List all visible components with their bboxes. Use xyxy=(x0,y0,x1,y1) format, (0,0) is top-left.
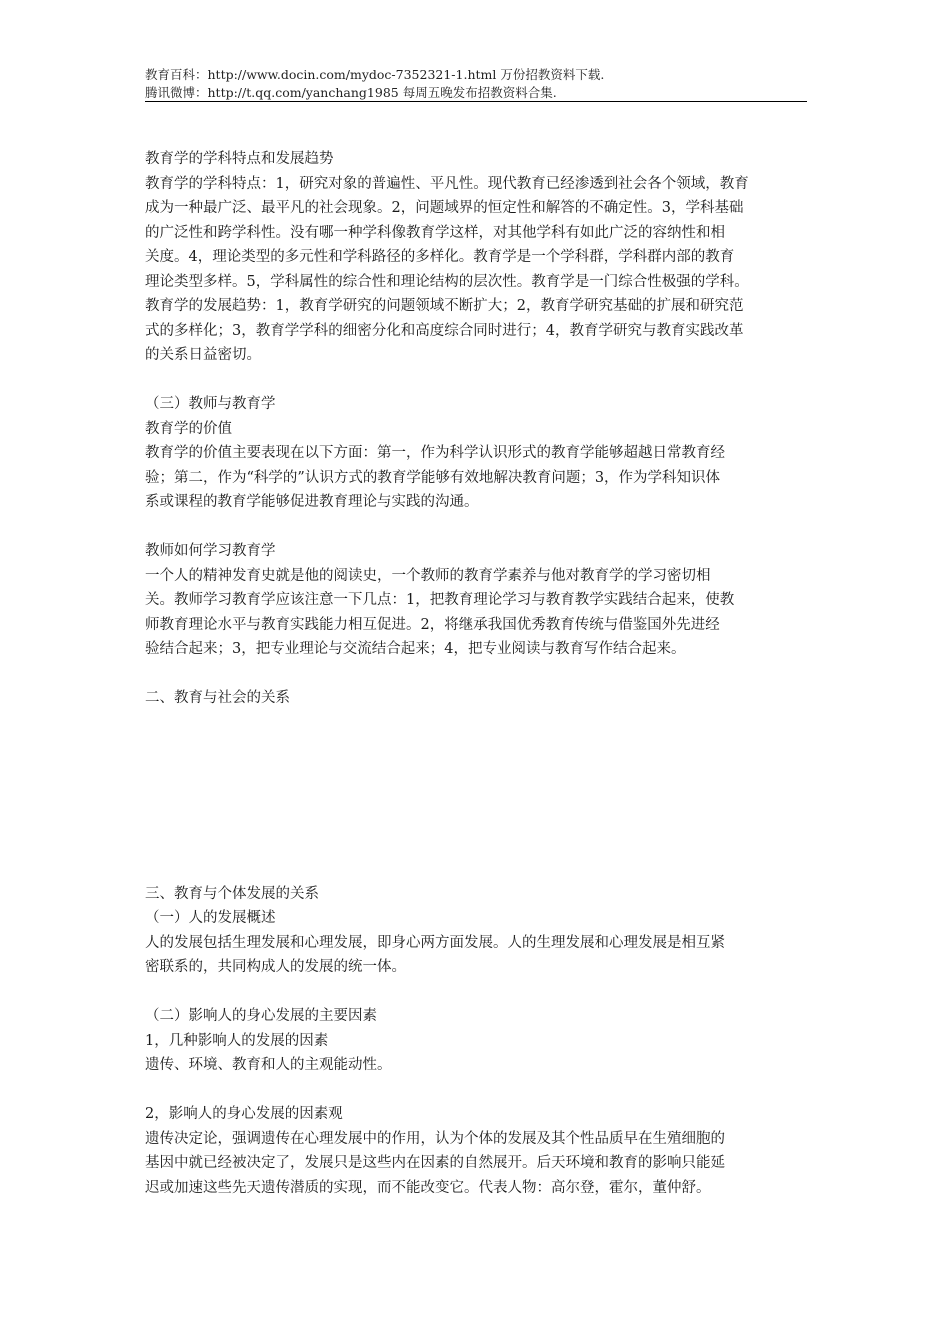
paragraph-line: 理论类型多样。5，学科属性的综合性和理论结构的层次性。教育学是一门综合性极强的学科。 xyxy=(145,273,749,290)
paragraph-line: 教育学的价值主要表现在以下方面：第一，作为科学认识形式的教育学能够超越日常教育经 xyxy=(145,445,725,461)
subsection-title: 1，几种影响人的发展的因素 xyxy=(145,1032,329,1049)
paragraph-line: 成为一种最广泛、最平凡的社会现象。2，问题域界的恒定性和解答的不确定性。3，学科基础 xyxy=(145,200,744,216)
paragraph-line: 验；第二，作为“科学的”认识方式的教育学能够有效地解决教育问题；3，作为学科知识体 xyxy=(145,469,721,486)
paragraph-line: 一个人的精神发育史就是他的阅读史，一个教师的教育学素养与他对教育学的学习密切相 xyxy=(145,567,711,584)
section-heading: 三、教育与个体发展的关系 xyxy=(145,885,319,902)
paragraph-line: 关度。4，理论类型的多元性和学科路径的多样化。教育学是一个学科群，学科群内部的教育 xyxy=(145,249,735,265)
paragraph-line: 密联系的，共同构成人的发展的统一体。 xyxy=(145,959,406,975)
blank-space xyxy=(145,711,807,882)
blank-line xyxy=(145,515,807,540)
paragraph-line: 式的多样化；3，教育学学科的细密分化和高度综合同时进行；4，教育学研究与教育实践改革 xyxy=(145,322,744,339)
section-heading: （三）教师与教育学 xyxy=(145,396,276,412)
paragraph-line: 师教育理论水平与教育实践能力相互促进。2，将继承我国优秀教育传统与借鉴国外先进经 xyxy=(145,616,720,633)
paragraph-line: 教育学的发展趋势：1，教育学研究的问题领域不断扩大；2，教育学研究基础的扩展和研究范 xyxy=(145,298,744,314)
subsection-heading: （一）人的发展概述 xyxy=(145,910,276,926)
paragraph-line: 基因中就已经被决定了，发展只是这些内在因素的自然展开。后天环境和教育的影响只能延 xyxy=(145,1155,725,1171)
paragraph-line: 关。教师学习教育学应该注意一下几点：1，把教育理论学习与教育教学实践结合起来，使教 xyxy=(145,592,735,608)
blank-line xyxy=(145,1078,807,1103)
paragraph-line: 的关系日益密切。 xyxy=(145,347,261,363)
blank-line xyxy=(145,980,807,1005)
subsection-heading: （二）影响人的身心发展的主要因素 xyxy=(145,1008,377,1024)
page-header xyxy=(145,66,807,102)
section-title: 教育学的学科特点和发展趋势 xyxy=(145,151,334,167)
blank-line xyxy=(145,662,807,687)
paragraph-line: 迟或加速这些先天遗传潜质的实现，而不能改变它。代表人物：高尔登，霍尔，董仲舒。 xyxy=(145,1179,711,1196)
paragraph-line: 遗传决定论，强调遗传在心理发展中的作用，认为个体的发展及其个性品质早在生殖细胞的 xyxy=(145,1130,725,1147)
header-divider xyxy=(145,101,807,102)
header-line-weibo: 腾讯微博：http://t.qq.com/yanchang1985 每周五晚发布招教资料合集. xyxy=(145,85,557,100)
paragraph-line: 验结合起来；3，把专业理论与交流结合起来；4，把专业阅读与教育写作结合起来。 xyxy=(145,641,686,657)
subsection-title: 2，影响人的身心发展的因素观 xyxy=(145,1106,343,1122)
section-title: 教育学的价值 xyxy=(145,420,232,437)
document-body xyxy=(145,147,807,1200)
header-line-docin: 教育百科：http://www.docin.com/mydoc-7352321-1.html 万份招教资料下载. xyxy=(145,67,605,82)
paragraph-line: 人的发展包括生理发展和心理发展，即身心两方面发展。人的生理发展和心理发展是相互紧 xyxy=(145,934,725,951)
paragraph-line: 系或课程的教育学能够促进教育理论与实践的沟通。 xyxy=(145,494,479,510)
paragraph-line: 的广泛性和跨学科性。没有哪一种学科像教育学这样，对其他学科有如此广泛的容纳性和相 xyxy=(145,224,725,241)
section-title: 教师如何学习教育学 xyxy=(145,543,276,559)
paragraph-line: 遗传、环境、教育和人的主观能动性。 xyxy=(145,1057,392,1073)
section-heading: 二、教育与社会的关系 xyxy=(145,690,290,706)
blank-line xyxy=(145,368,807,393)
paragraph-line: 教育学的学科特点：1，研究对象的普遍性、平凡性。现代教育已经渗透到社会各个领域，教育 xyxy=(145,175,749,192)
